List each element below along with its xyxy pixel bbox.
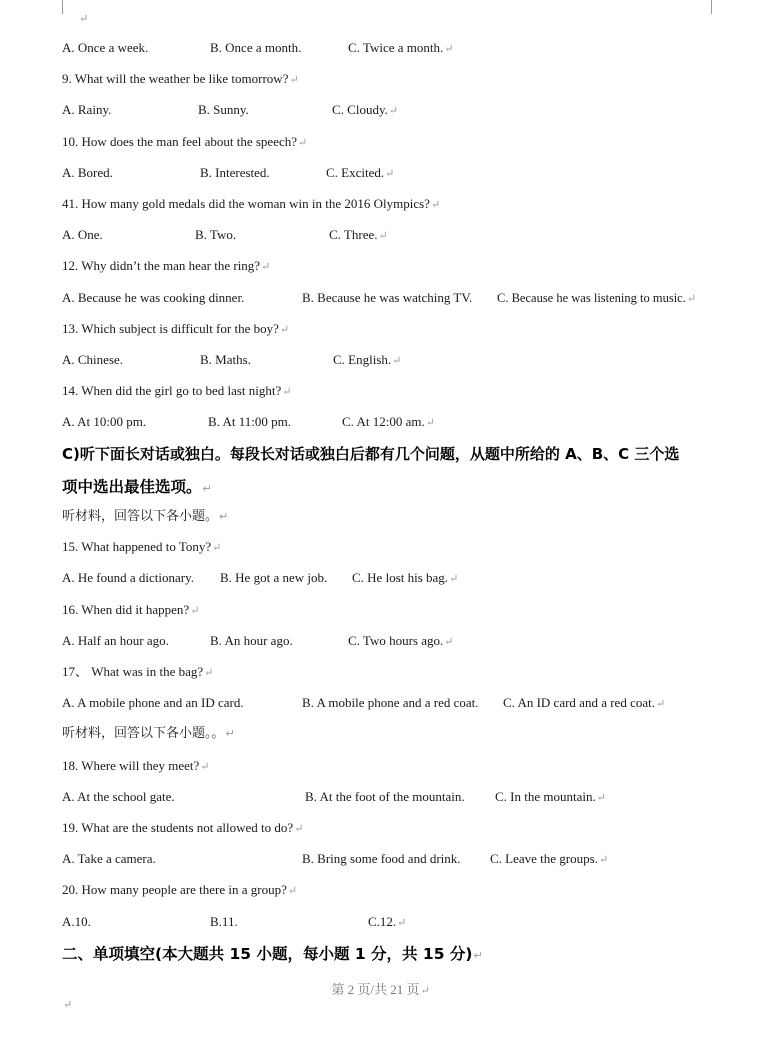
question-12: 12. Why didn’t the man hear the ring?↵ — [62, 258, 271, 273]
q19-option-b: B. Bring some food and drink. — [302, 851, 461, 866]
margin-mark-left — [62, 0, 63, 14]
q8-option-c: C. Twice a month.↵ — [348, 40, 454, 55]
q10-option-c: C. Excited.↵ — [326, 165, 395, 180]
q15-option-c: C. He lost his bag.↵ — [352, 570, 459, 585]
q20-option-a: A.10. — [62, 914, 91, 929]
q17-option-a: A. A mobile phone and an ID card. — [62, 695, 244, 710]
q20-option-c: C.12.↵ — [368, 914, 407, 929]
q18-option-b: B. At the foot of the mountain. — [305, 789, 465, 804]
q19-option-c: C. Leave the groups.↵ — [490, 851, 609, 866]
question-10: 10. How does the man feel about the speech?↵ — [62, 134, 308, 149]
q18-option-c: C. In the mountain.↵ — [495, 789, 606, 804]
q11-option-a: A. One. — [62, 227, 103, 242]
section-c-heading-line2: 项中选出最佳选项。↵ — [62, 478, 212, 496]
q15-option-a: A. He found a dictionary. — [62, 570, 195, 585]
q16-option-b: B. An hour ago. — [210, 633, 293, 648]
q14-option-a: A. At 10:00 pm. — [62, 414, 147, 429]
q18-option-a: A. At the school gate. — [62, 789, 175, 804]
page-footer: 第 2 页/共 21 页↵ — [331, 982, 430, 997]
q16-option-a: A. Half an hour ago. — [62, 633, 169, 648]
q10-option-a: A. Bored. — [62, 165, 113, 180]
q17-option-b: B. A mobile phone and a red coat. — [302, 695, 479, 710]
q8-option-b: B. Once a month. — [210, 40, 302, 55]
section-c-heading-line1: C)听下面长对话或独白。每段长对话或独白后都有几个问题，从题中所给的 A、B、C 三个选 — [62, 445, 680, 463]
q9-option-b: B. Sunny. — [198, 102, 249, 117]
q14-option-b: B. At 11:00 pm. — [208, 414, 291, 429]
q13-option-a: A. Chinese. — [62, 352, 124, 367]
listen-instruction-2: 听材料，回答以下各小题。。↵ — [62, 726, 235, 741]
question-9: 9. What will the weather be like tomorrow?↵ — [62, 71, 299, 86]
paragraph-mark: ↵ — [79, 13, 89, 25]
q11-option-c: C. Three.↵ — [329, 227, 388, 242]
q10-option-b: B. Interested. — [200, 165, 270, 180]
question-15: 15. What happened to Tony?↵ — [62, 539, 222, 554]
q8-option-a: A. Once a week. — [62, 40, 149, 55]
q20-option-b: B.11. — [210, 914, 238, 929]
question-20: 20. How many people are there in a group?↵ — [62, 882, 298, 897]
q9-option-c: C. Cloudy.↵ — [332, 102, 399, 117]
part-2-heading: 二、单项填空(本大题共 15 小题，每小题 1 分，共 15 分)↵ — [62, 945, 483, 963]
q13-option-b: B. Maths. — [200, 352, 251, 367]
question-19: 19. What are the students not allowed to do?↵ — [62, 820, 304, 835]
q15-option-b: B. He got a new job. — [220, 570, 328, 585]
q9-option-a: A. Rainy. — [62, 102, 112, 117]
listen-instruction-1: 听材料，回答以下各小题。↵ — [62, 509, 229, 524]
question-11: 41. How many gold medals did the woman win in the 2016 Olympics?↵ — [62, 196, 441, 211]
q16-option-c: C. Two hours ago.↵ — [348, 633, 454, 648]
q14-option-c: C. At 12:00 am.↵ — [342, 414, 435, 429]
question-18: 18. Where will they meet?↵ — [62, 758, 210, 773]
q17-option-c: C. An ID card and a red coat.↵ — [503, 695, 666, 710]
q12-option-a: A. Because he was cooking dinner. — [62, 290, 245, 305]
q11-option-b: B. Two. — [195, 227, 237, 242]
question-17: 17、 What was in the bag?↵ — [62, 664, 214, 679]
question-16: 16. When did it happen?↵ — [62, 602, 200, 617]
margin-mark-right — [711, 0, 712, 14]
q13-option-c: C. English.↵ — [333, 352, 402, 367]
q19-option-a: A. Take a camera. — [62, 851, 156, 866]
q12-option-c: C. Because he was listening to music.↵ — [497, 291, 697, 305]
q12-option-b: B. Because he was watching TV. — [302, 290, 473, 305]
question-13: 13. Which subject is difficult for the boy?↵ — [62, 321, 290, 336]
question-14: 14. When did the girl go to bed last night?↵ — [62, 383, 292, 398]
paragraph-mark-bottom: ↵ — [63, 999, 73, 1011]
